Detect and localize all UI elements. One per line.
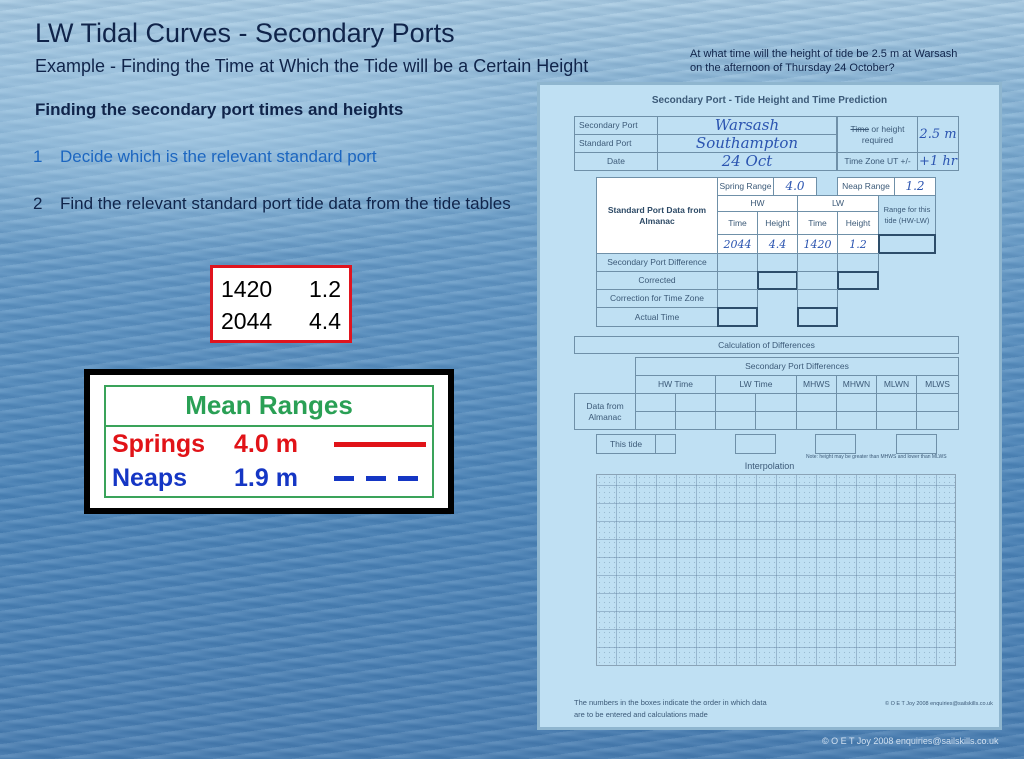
this-tide-cell[interactable] [896,434,937,454]
time-zone-field[interactable]: +1 hr [917,152,959,171]
almanac-cell[interactable] [635,393,676,412]
question-line-2: on the afternoon of Thursday 24 October? [690,62,895,74]
springs-label: Springs [112,429,206,458]
almanac-cell[interactable] [675,393,716,412]
this-tide-cell[interactable] [815,434,856,454]
tide-row [221,306,341,338]
diff-lw-height[interactable] [837,253,879,272]
spring-range-field[interactable]: 4.0 [773,177,817,196]
almanac-cell[interactable] [876,411,917,430]
tz-correction-lw[interactable] [797,289,838,308]
time-zone-label: Time Zone UT +/- [837,152,918,171]
question-line-1: At what time will the height of tide be 2.5 m at Warsash [690,48,958,60]
tide-time: 1420 [221,276,273,302]
form-title: Secondary Port - Tide Height and Time Prediction [651,95,888,106]
tz-correction-hw[interactable] [717,289,758,308]
corrected-hw-time[interactable] [717,271,758,290]
tide-data-box [210,265,352,343]
almanac-cell[interactable] [916,393,959,412]
col-mhwn: MHWN [836,375,877,394]
corrected-lw-time[interactable] [797,271,838,290]
range-for-tide-field[interactable] [878,234,936,254]
neaps-dashed-line-legend [334,476,426,481]
diff-lw-time[interactable] [797,253,838,272]
lw-header: LW [797,195,879,212]
date-label: Date [574,152,658,171]
secondary-port-label: Secondary Port [574,116,658,135]
actual-time-label: Actual Time [596,307,718,327]
lw-height-header: Height [837,211,879,235]
hw-height-header: Height [757,211,798,235]
springs-value: 4.0 m [234,429,298,458]
interpolation-grid[interactable] [596,474,956,666]
hw-time-field[interactable]: 2044 [717,234,758,254]
almanac-cell[interactable] [916,411,959,430]
date-field[interactable]: 24 Oct [657,152,837,171]
time-or-height-label [837,116,918,153]
this-tide-label: This tide [596,434,656,454]
footer-note-line-2: are to be entered and calculations made [574,710,708,719]
section-heading: Finding the secondary port times and heights [35,100,404,119]
almanac-cell[interactable] [675,411,716,430]
neaps-value: 1.9 m [234,463,298,492]
lw-time-header: Time [797,211,838,235]
step-1 [33,147,377,167]
col-lw-time: LW Time [715,375,797,394]
slide-copyright: © O E T Joy 2008 enquiries@sailskills.co.uk [822,736,999,746]
almanac-cell[interactable] [715,393,756,412]
footer-note-line-1: The numbers in the boxes indicate the order in which data [574,698,767,707]
height-required-text: or height required [861,123,905,145]
mean-ranges-title: Mean Ranges [106,387,432,427]
hw-height-field[interactable]: 4.4 [757,234,798,254]
grid-dots [597,475,955,665]
form-footer-note [574,697,767,721]
mean-ranges-inner [104,385,434,498]
corrected-label: Corrected [596,271,718,290]
height-required-field[interactable]: 2.5 m [917,116,959,153]
height-note: Note: height may be greater than MHWS and lower than MLWS [806,454,947,460]
almanac-cell[interactable] [836,411,877,430]
diff-hw-height[interactable] [757,253,798,272]
tide-height: 4.4 [309,308,341,334]
interpolation-label: Interpolation [744,461,795,471]
almanac-cell[interactable] [796,393,837,412]
data-from-almanac-label: Data from Almanac [574,393,636,430]
almanac-cell[interactable] [755,411,797,430]
time-struck-text: Time [850,123,870,134]
springs-row [106,427,432,461]
neaps-row [106,461,432,495]
almanac-cell[interactable] [836,393,877,412]
secondary-port-difference-label: Secondary Port Difference [596,253,718,272]
springs-line-legend [334,442,426,447]
secondary-port-differences-label: Secondary Port Differences [635,357,959,376]
this-tide-cell[interactable] [655,434,676,454]
secondary-port-field[interactable]: Warsash [657,116,837,135]
time-zone-correction-label: Correction for Time Zone [596,289,718,308]
calculation-of-differences-label: Calculation of Differences [574,336,959,354]
this-tide-cell[interactable] [735,434,776,454]
almanac-cell[interactable] [755,393,797,412]
standard-port-field[interactable]: Southampton [657,134,837,153]
question-text [690,47,1020,75]
range-for-tide-label: Range for this tide (HW-LW) [878,195,936,235]
hw-time-header: Time [717,211,758,235]
tide-row [221,274,341,306]
neap-range-label: Neap Range [837,177,895,196]
standard-port-data-label: Standard Port Data from Almanac [596,177,718,254]
step-2 [33,192,533,215]
form-copyright: © O E T Joy 2008 enquiries@sailskills.co.uk [885,701,993,707]
step-text: Decide which is the relevant standard port [60,147,377,166]
tide-prediction-form [537,82,1002,730]
step-text: Find the relevant standard port tide data from the tide tables [60,194,511,213]
col-mlwn: MLWN [876,375,917,394]
almanac-cell[interactable] [635,411,676,430]
corrected-lw-height[interactable] [837,271,879,290]
tide-height: 1.2 [309,276,341,302]
actual-time-hw[interactable] [717,307,758,327]
neaps-label: Neaps [112,463,188,492]
almanac-cell[interactable] [715,411,756,430]
neap-range-field[interactable]: 1.2 [894,177,936,196]
col-mlws: MLWS [916,375,959,394]
spring-range-label: Spring Range [717,177,774,196]
actual-time-lw[interactable] [797,307,838,327]
step-number: 1 [33,147,43,166]
lw-height-field[interactable]: 1.2 [837,234,879,254]
col-mhws: MHWS [796,375,837,394]
col-hw-time: HW Time [635,375,716,394]
diff-hw-time[interactable] [717,253,758,272]
standard-port-label: Standard Port [574,134,658,153]
hw-header: HW [717,195,798,212]
mean-ranges-box [84,369,454,514]
slide-title: LW Tidal Curves - Secondary Ports [35,18,455,48]
corrected-hw-height[interactable] [757,271,798,290]
slide-subtitle: Example - Finding the Time at Which the Tide will be a Certain Height [35,56,589,76]
almanac-cell[interactable] [876,393,917,412]
almanac-cell[interactable] [796,411,837,430]
lw-time-field[interactable]: 1420 [797,234,838,254]
tide-time: 2044 [221,308,273,334]
step-number: 2 [33,194,43,213]
